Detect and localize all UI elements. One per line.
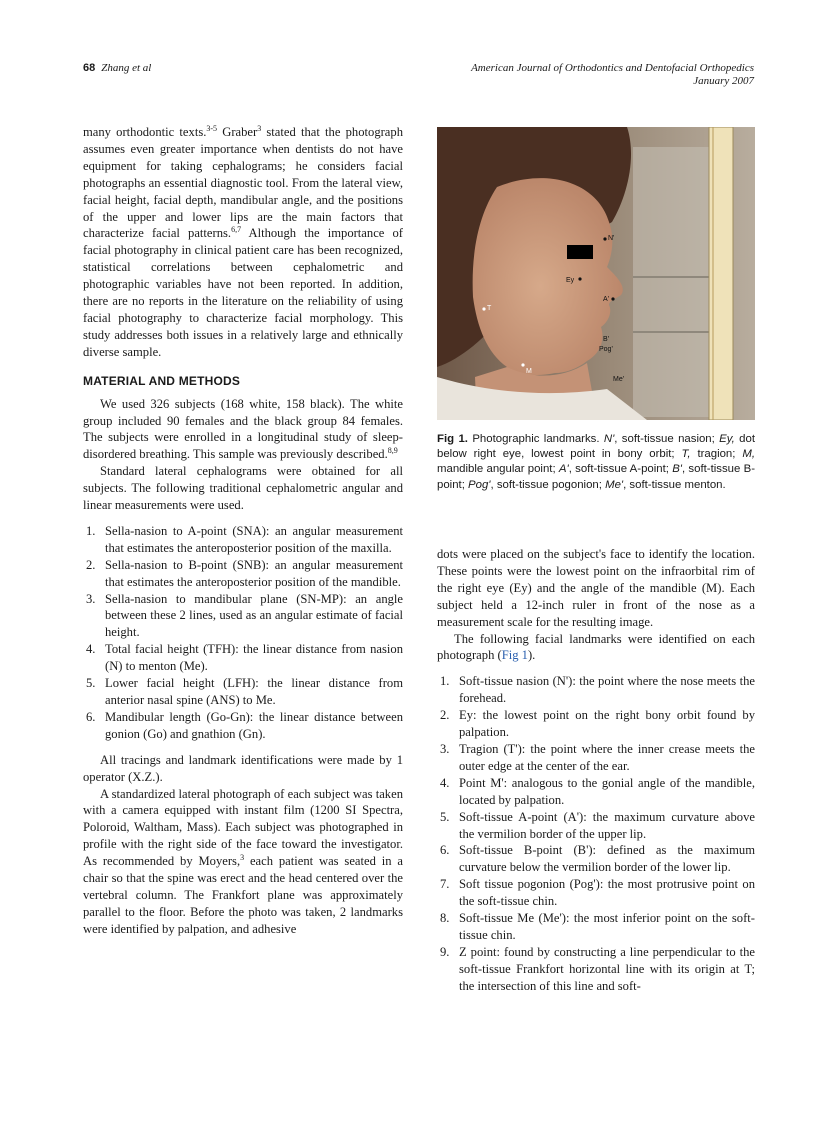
author-names: Zhang et al [101,62,152,74]
list-item [437,741,755,775]
list-text: Ey: the lowest point on the right bony orbit found by palpation. [459,708,755,740]
list-number: 1. [440,674,450,689]
citation-ref: 3-5 [206,124,218,133]
running-header-right [471,62,754,88]
list-number: 2. [440,708,450,723]
list-item [437,809,755,843]
journal-name: American Journal of Orthodontics and Dentofacial Orthopedics [471,62,754,74]
list-number: 8. [440,911,450,926]
cephalometric-measurement-list [83,523,403,743]
text-run: dot below right eye, lowest point in bony orbit; [437,433,755,461]
text-run: , soft-tissue menton. [623,478,726,491]
landmark-label-b: B' [603,336,610,343]
list-item [83,557,403,591]
landmark-dot-a [611,297,614,300]
list-number: 2. [86,557,96,572]
issue-date: January 2007 [693,75,754,87]
caption-term: Ey, [719,433,735,445]
list-item [83,641,403,675]
text-run: , soft-tissue pogonion; [490,478,606,491]
text-run: , soft-tissue B-point; [437,463,755,491]
landmark-dot-n [603,237,606,240]
text-run: stated that the photograph assumes even greater importance when dentists do not have equipment for taking cephalograms; he considers facial photographs an essential diagnostic tool. From the lateral view, facial height, facial depth, mandibular angle, and the positions of the upper and lower lips are the main factors that characterize facial patterns. [83,125,403,241]
list-number: 1. [86,523,96,538]
text-run: A standardized lateral photograph of each subject was taken with a camera equipped with instant film (1200 SI Spectra, Poloroid, Waltham, Mass). Each subject was photographed in profile with the right side of the face toward the investigator. As recommended by Moyers, [83,786,403,869]
list-number: 7. [440,877,450,892]
text-run: Photographic landmarks. [467,433,604,445]
text-run: many orthodontic texts. [83,125,207,139]
text-run: mandible angular point; [437,463,559,476]
list-item [437,673,755,707]
list-text: Point M': analogous to the gonial angle of the mandible, located by palpation. [459,775,755,807]
list-number: 5. [86,676,96,691]
methods-paragraph-subjects [83,396,403,464]
right-column [437,546,755,1004]
facial-landmark-list [437,673,755,994]
methods-paragraph-landmarks [437,631,755,665]
intro-paragraph [83,124,403,361]
citation-ref: 3 [257,124,262,133]
list-number: 3. [440,741,450,756]
figure-caption [437,432,755,493]
list-item [437,707,755,741]
list-text: Soft-tissue nasion (N'): the point where the nose meets the forehead. [459,674,755,706]
list-number: 6. [86,709,96,724]
list-item [437,944,755,995]
text-run: , soft-tissue A-point; [568,463,673,476]
list-number: 9. [440,944,450,959]
caption-term: A' [558,463,569,476]
landmark-dot-ey [578,277,581,280]
list-item [83,709,403,743]
left-column [83,124,403,938]
list-item [83,675,403,709]
list-item [83,523,403,557]
text-run: , soft-tissue nasion; [614,433,720,445]
list-item [437,876,755,910]
citation-ref: 8,9 [387,446,398,456]
caption-term: Pog' [468,478,491,491]
landmark-label-ey: Ey [566,277,575,284]
text-run: each patient was seated in a chair so that the spine was erect and the head centered over the vertebral column. The Frankfort plane was approximately parallel to the floor. Before the photo was taken, 2 landmarks were identified by palpation, and adhesive [83,854,403,936]
list-number: 6. [440,843,450,858]
caption-term: T, [681,448,691,461]
text-run: ). [527,648,536,663]
text-run: tragion; [690,448,743,461]
landmark-dot-m [521,363,524,366]
list-item [437,910,755,944]
figure-label: Fig 1. [437,433,468,445]
list-text: Sella-nasion to A-point (SNA): an angular measurement that estimates the anteroposterior position of the maxilla. [105,523,403,555]
list-number: 5. [440,809,450,824]
figure-link[interactable]: Fig 1 [501,648,528,663]
methods-paragraph-photograph [83,786,403,938]
landmark-label-m: M [526,368,532,375]
landmark-label-a: A' [603,296,610,303]
list-text: Tragion (T'): the point where the inner crease meets the outer edge at the center of the ear. [459,741,755,773]
list-item [437,842,755,876]
list-text: Sella-nasion to mandibular plane (SN-MP): an angle between these 2 lines, used as an angular estimate of facial height. [105,591,403,640]
caption-term: B' [672,463,682,476]
methods-paragraph-cephalograms: Standard lateral cephalograms were obtained for all subjects. The following traditional cephalometric angular and linear measurements were used. [83,464,403,513]
list-item [437,775,755,809]
list-text: Lower facial height (LFH): the linear distance from anterior nasal spine (ANS) to Me. [105,676,403,707]
landmark-label-me: Me' [613,376,625,383]
eye-mask [567,245,593,259]
caption-term: Me' [605,478,624,491]
citation-ref: 3 [240,853,245,863]
landmark-label-n: N' [608,235,615,242]
caption-term: N' [603,433,615,445]
running-header-left [83,62,151,75]
citation-ref: 6,7 [231,225,242,235]
methods-paragraph-tracings: All tracings and landmark identifications were made by 1 operator (X.Z.). [83,752,403,784]
list-text: Total facial height (TFH): the linear distance from nasion (N) to menton (Me). [105,642,403,674]
list-text: Sella-nasion to B-point (SNB): an angular measurement that estimates the anteroposterior position of the mandible. [105,557,403,589]
list-text: Soft-tissue Me (Me'): the most inferior point on the soft-tissue chin. [459,911,755,942]
text-run: Although the importance of facial photography in clinical patient care has been recognized, statistical correlations between cephalometric and photographic variables have not been reported. In addition, there are no reports in the literature on the reliability of using facial photography to characterize facial morphology. This study addresses both issues in a relatively large and ethnically diverse sample. [83,226,403,359]
list-number: 4. [440,775,450,790]
text-run: The following facial landmarks were identified on each photograph ( [437,631,755,663]
list-number: 4. [86,642,96,657]
list-item [83,591,403,642]
landmark-label-t: T [487,305,492,312]
landmark-label-pog: Pog' [599,346,613,353]
list-number: 3. [86,591,96,606]
text-run: Graber [217,125,258,139]
page-number: 68 [83,62,96,74]
list-text: Soft-tissue A-point (A'): the maximum curvature above the vermilion border of the upper lip. [459,809,755,841]
section-heading: MATERIAL AND METHODS [83,373,241,388]
landmark-dot-t [482,307,485,310]
caption-term: M, [742,448,755,461]
text-run: We used 326 subjects (168 white, 158 black). The white group included 90 females and the black group 84 females. The subjects were enrolled in a longitudinal study of sleep-disordered breathing. This sample was previously described. [83,396,403,462]
methods-paragraph-dots: dots were placed on the subject's face to identify the location. These points were the lowest point on the infraorbital rim of the right eye (Ey) and the angle of the mandible (M). Each subject held a 12-inch ruler in front of the nose as a measurement scale for the resulting image. [437,547,755,629]
list-text: Soft tissue pogonion (Pog'): the most protrusive point on the soft-tissue chin. [459,877,755,909]
landmark-photograph [437,127,755,420]
list-text: Mandibular length (Go-Gn): the linear distance between gonion (Go) and gnathion (Gn). [105,709,403,741]
list-text: Soft-tissue B-point (B'): defined as the maximum curvature below the vermilion border of the lower lip. [459,843,755,875]
list-text: Z point: found by constructing a line perpendicular to the soft-tissue Frankfort horizontal line with its origin at T; the intersection of this line and soft- [459,944,755,993]
